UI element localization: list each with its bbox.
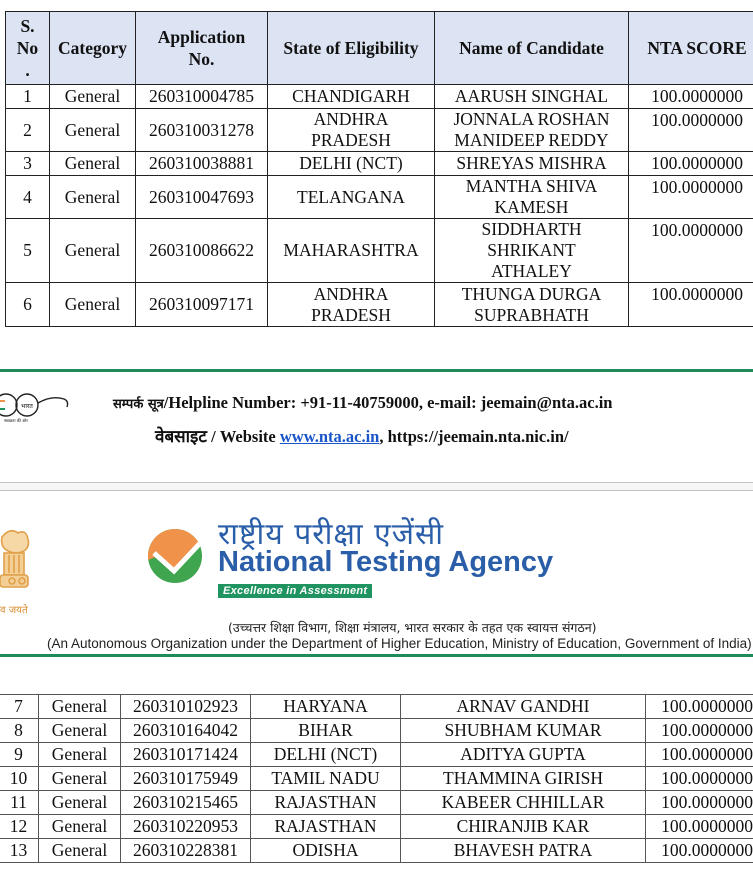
nta-english-name: National Testing Agency: [218, 546, 554, 578]
cell-state: RAJASTHAN: [251, 791, 401, 815]
cell-score: 100.0000000: [646, 767, 753, 791]
cell-name: [435, 85, 629, 109]
cell-application-no: 260310228381: [121, 839, 251, 863]
website-line: [155, 424, 569, 447]
cell-state: [268, 152, 435, 176]
cell-category: General: [39, 719, 121, 743]
cell-name: [435, 176, 629, 219]
cell-name-line: THUNGA DURGA: [461, 283, 602, 304]
cell-name: SHUBHAM KUMAR: [401, 719, 646, 743]
cell-score: 100.0000000: [646, 839, 753, 863]
table-row: [6, 109, 753, 152]
cell-category: General: [39, 791, 121, 815]
cell-state: ODISHA: [251, 839, 401, 863]
cell-application-no: 260310047693: [136, 176, 268, 219]
table-row: [0, 839, 753, 863]
footer-rule: [0, 369, 753, 372]
cell-application-no: 260310220953: [121, 815, 251, 839]
cell-name-line: JONNALA ROSHAN: [453, 109, 610, 129]
cell-state: [268, 176, 435, 219]
header-application-line: Application: [157, 27, 246, 47]
cell-name-line: MANTHA SHIVA: [465, 176, 598, 196]
cell-name: [435, 219, 629, 283]
cell-sno: 3: [6, 152, 50, 176]
cell-state-line: TELANGANA: [297, 186, 405, 207]
table-row: [0, 815, 753, 839]
cell-name: [435, 152, 629, 176]
cell-score: 100.0000000: [646, 791, 753, 815]
cell-sno: 12: [0, 815, 39, 839]
cell-score: 100.0000000: [629, 152, 753, 176]
cell-application-no: 260310102923: [121, 695, 251, 719]
cell-sno: 7: [0, 695, 39, 719]
cell-application-no: 260310086622: [136, 219, 268, 283]
cell-application-no: 260310004785: [136, 85, 268, 109]
bottom-table-body: [0, 695, 753, 863]
cell-name-line: SIDDHARTH: [481, 219, 582, 239]
cell-state: RAJASTHAN: [251, 815, 401, 839]
website-rest: , https://jeemain.nta.nic.in/: [379, 427, 569, 446]
website-hindi: वेबसाइट: [155, 427, 207, 447]
header-application-no: [136, 12, 268, 85]
cell-name: CHIRANJIB KAR: [401, 815, 646, 839]
cell-state: BIHAR: [251, 719, 401, 743]
header-sno-line: S.: [20, 16, 35, 36]
cell-category: General: [39, 815, 121, 839]
cell-category: General: [50, 152, 136, 176]
nta-tagline: Excellence in Assessment: [218, 584, 372, 598]
header-category: Category: [50, 12, 136, 85]
cell-application-no: 260310097171: [136, 283, 268, 327]
cell-state: DELHI (NCT): [251, 743, 401, 767]
cell-name-line: SUPRABHATH: [474, 304, 589, 325]
cell-sno: 4: [6, 176, 50, 219]
header-sno-line: No: [16, 38, 39, 58]
org-description-english: (An Autonomous Organization under the Department of Higher Education, Ministry of Education, Government of India): [47, 636, 752, 651]
cell-name: [435, 109, 629, 152]
cell-state-line: PRADESH: [311, 304, 391, 325]
cell-state-line: ANDHRA: [313, 283, 389, 304]
cell-score: 100.0000000: [629, 109, 753, 152]
header-sno-line: .: [25, 60, 30, 80]
cell-sno: 11: [0, 791, 39, 815]
top-table-body: [6, 85, 753, 327]
cell-name-line: SHRIKANT: [487, 240, 576, 260]
cell-score: 100.0000000: [646, 695, 753, 719]
table-row: [6, 219, 753, 283]
cell-score: 100.0000000: [629, 219, 753, 283]
letterhead-rule: [0, 654, 753, 657]
cell-state-line: DELHI (NCT): [299, 153, 403, 173]
table-row: [6, 283, 753, 327]
header-sno: [6, 12, 50, 85]
cell-name-line: MANIDEEP REDDY: [454, 130, 609, 150]
page-break: [0, 482, 753, 491]
cell-state-line: PRADESH: [311, 130, 391, 150]
cell-sno: 8: [0, 719, 39, 743]
table-row: [6, 176, 753, 219]
website-link[interactable]: www.nta.ac.in: [279, 427, 380, 446]
toppers-table-top: [5, 11, 753, 327]
cell-category: General: [50, 85, 136, 109]
cell-score: 100.0000000: [629, 283, 753, 327]
table-header-row: [6, 12, 753, 85]
table-row: [0, 719, 753, 743]
cell-category: General: [50, 176, 136, 219]
cell-application-no: 260310171424: [121, 743, 251, 767]
swachh-bharat-glasses-icon: [0, 391, 72, 423]
emblem-caption: व जयते: [0, 605, 28, 616]
national-emblem-icon: [0, 525, 32, 601]
cell-category: General: [50, 283, 136, 327]
cell-name-line: ATHALEY: [491, 261, 572, 281]
cell-application-no: 260310038881: [136, 152, 268, 176]
cell-score: 100.0000000: [646, 815, 753, 839]
cell-score: 100.0000000: [629, 176, 753, 219]
cell-score: 100.0000000: [629, 85, 753, 109]
table-row: [0, 767, 753, 791]
cell-name-line: SHREYAS MISHRA: [456, 153, 607, 173]
cell-state: [268, 109, 435, 152]
cell-category: General: [50, 109, 136, 152]
cell-category: General: [39, 839, 121, 863]
helpline-text: /Helpline Number: +91-11-40759000, e-mail: jeemain@nta.ac.in: [163, 393, 613, 412]
cell-sno: 10: [0, 767, 39, 791]
cell-application-no: 260310215465: [121, 791, 251, 815]
cell-state: TAMIL NADU: [251, 767, 401, 791]
cell-application-no: 260310031278: [136, 109, 268, 152]
swachh-logo-text: भारत: [21, 403, 33, 410]
table-row: [6, 85, 753, 109]
nta-checkmark-logo-icon: [146, 527, 204, 585]
header-application-line: No.: [188, 49, 215, 69]
toppers-table-bottom: [0, 694, 753, 863]
helpline-line: [113, 393, 612, 413]
website-label: / Website: [206, 427, 280, 446]
org-description-hindi: (उच्चत्तर शिक्षा विभाग, शिक्षा मंत्रालय, भारत सरकार के तहत एक स्वायत्त संगठन): [228, 620, 597, 635]
cell-name-line: AARUSH SINGHAL: [454, 86, 609, 106]
header-score: NTA SCORE: [629, 12, 753, 85]
cell-category: General: [39, 743, 121, 767]
cell-state-line: CHANDIGARH: [292, 86, 410, 106]
cell-score: 100.0000000: [646, 743, 753, 767]
cell-sno: 5: [6, 219, 50, 283]
swachh-caption: स्वच्छता की ओर: [4, 418, 28, 423]
cell-category: General: [39, 767, 121, 791]
helpline-hindi: सम्पर्क सूत्र: [113, 397, 164, 412]
cell-sno: 1: [6, 85, 50, 109]
cell-state-line: ANDHRA: [313, 109, 389, 129]
table-row: [0, 695, 753, 719]
cell-name: BHAVESH PATRA: [401, 839, 646, 863]
cell-name: [435, 283, 629, 327]
cell-sno: 6: [6, 283, 50, 327]
cell-name: THAMMINA GIRISH: [401, 767, 646, 791]
cell-state-line: MAHARASHTRA: [283, 240, 419, 260]
table-row: [0, 743, 753, 767]
cell-category: General: [39, 695, 121, 719]
cell-name-line: KAMESH: [494, 197, 569, 217]
header-state: State of Eligibility: [268, 12, 435, 85]
nta-hindi-name: राष्ट्रीय परीक्षा एजेंसी: [218, 517, 445, 552]
cell-application-no: 260310164042: [121, 719, 251, 743]
cell-state: [268, 85, 435, 109]
cell-application-no: 260310175949: [121, 767, 251, 791]
cell-sno: 13: [0, 839, 39, 863]
cell-name: KABEER CHHILLAR: [401, 791, 646, 815]
cell-state: [268, 219, 435, 283]
cell-sno: 9: [0, 743, 39, 767]
cell-score: 100.0000000: [646, 719, 753, 743]
cell-sno: 2: [6, 109, 50, 152]
cell-name: ARNAV GANDHI: [401, 695, 646, 719]
table-row: [6, 152, 753, 176]
cell-category: General: [50, 219, 136, 283]
cell-state: [268, 283, 435, 327]
table-row: [0, 791, 753, 815]
cell-name: ADITYA GUPTA: [401, 743, 646, 767]
header-name: Name of Candidate: [435, 12, 629, 85]
cell-state: HARYANA: [251, 695, 401, 719]
